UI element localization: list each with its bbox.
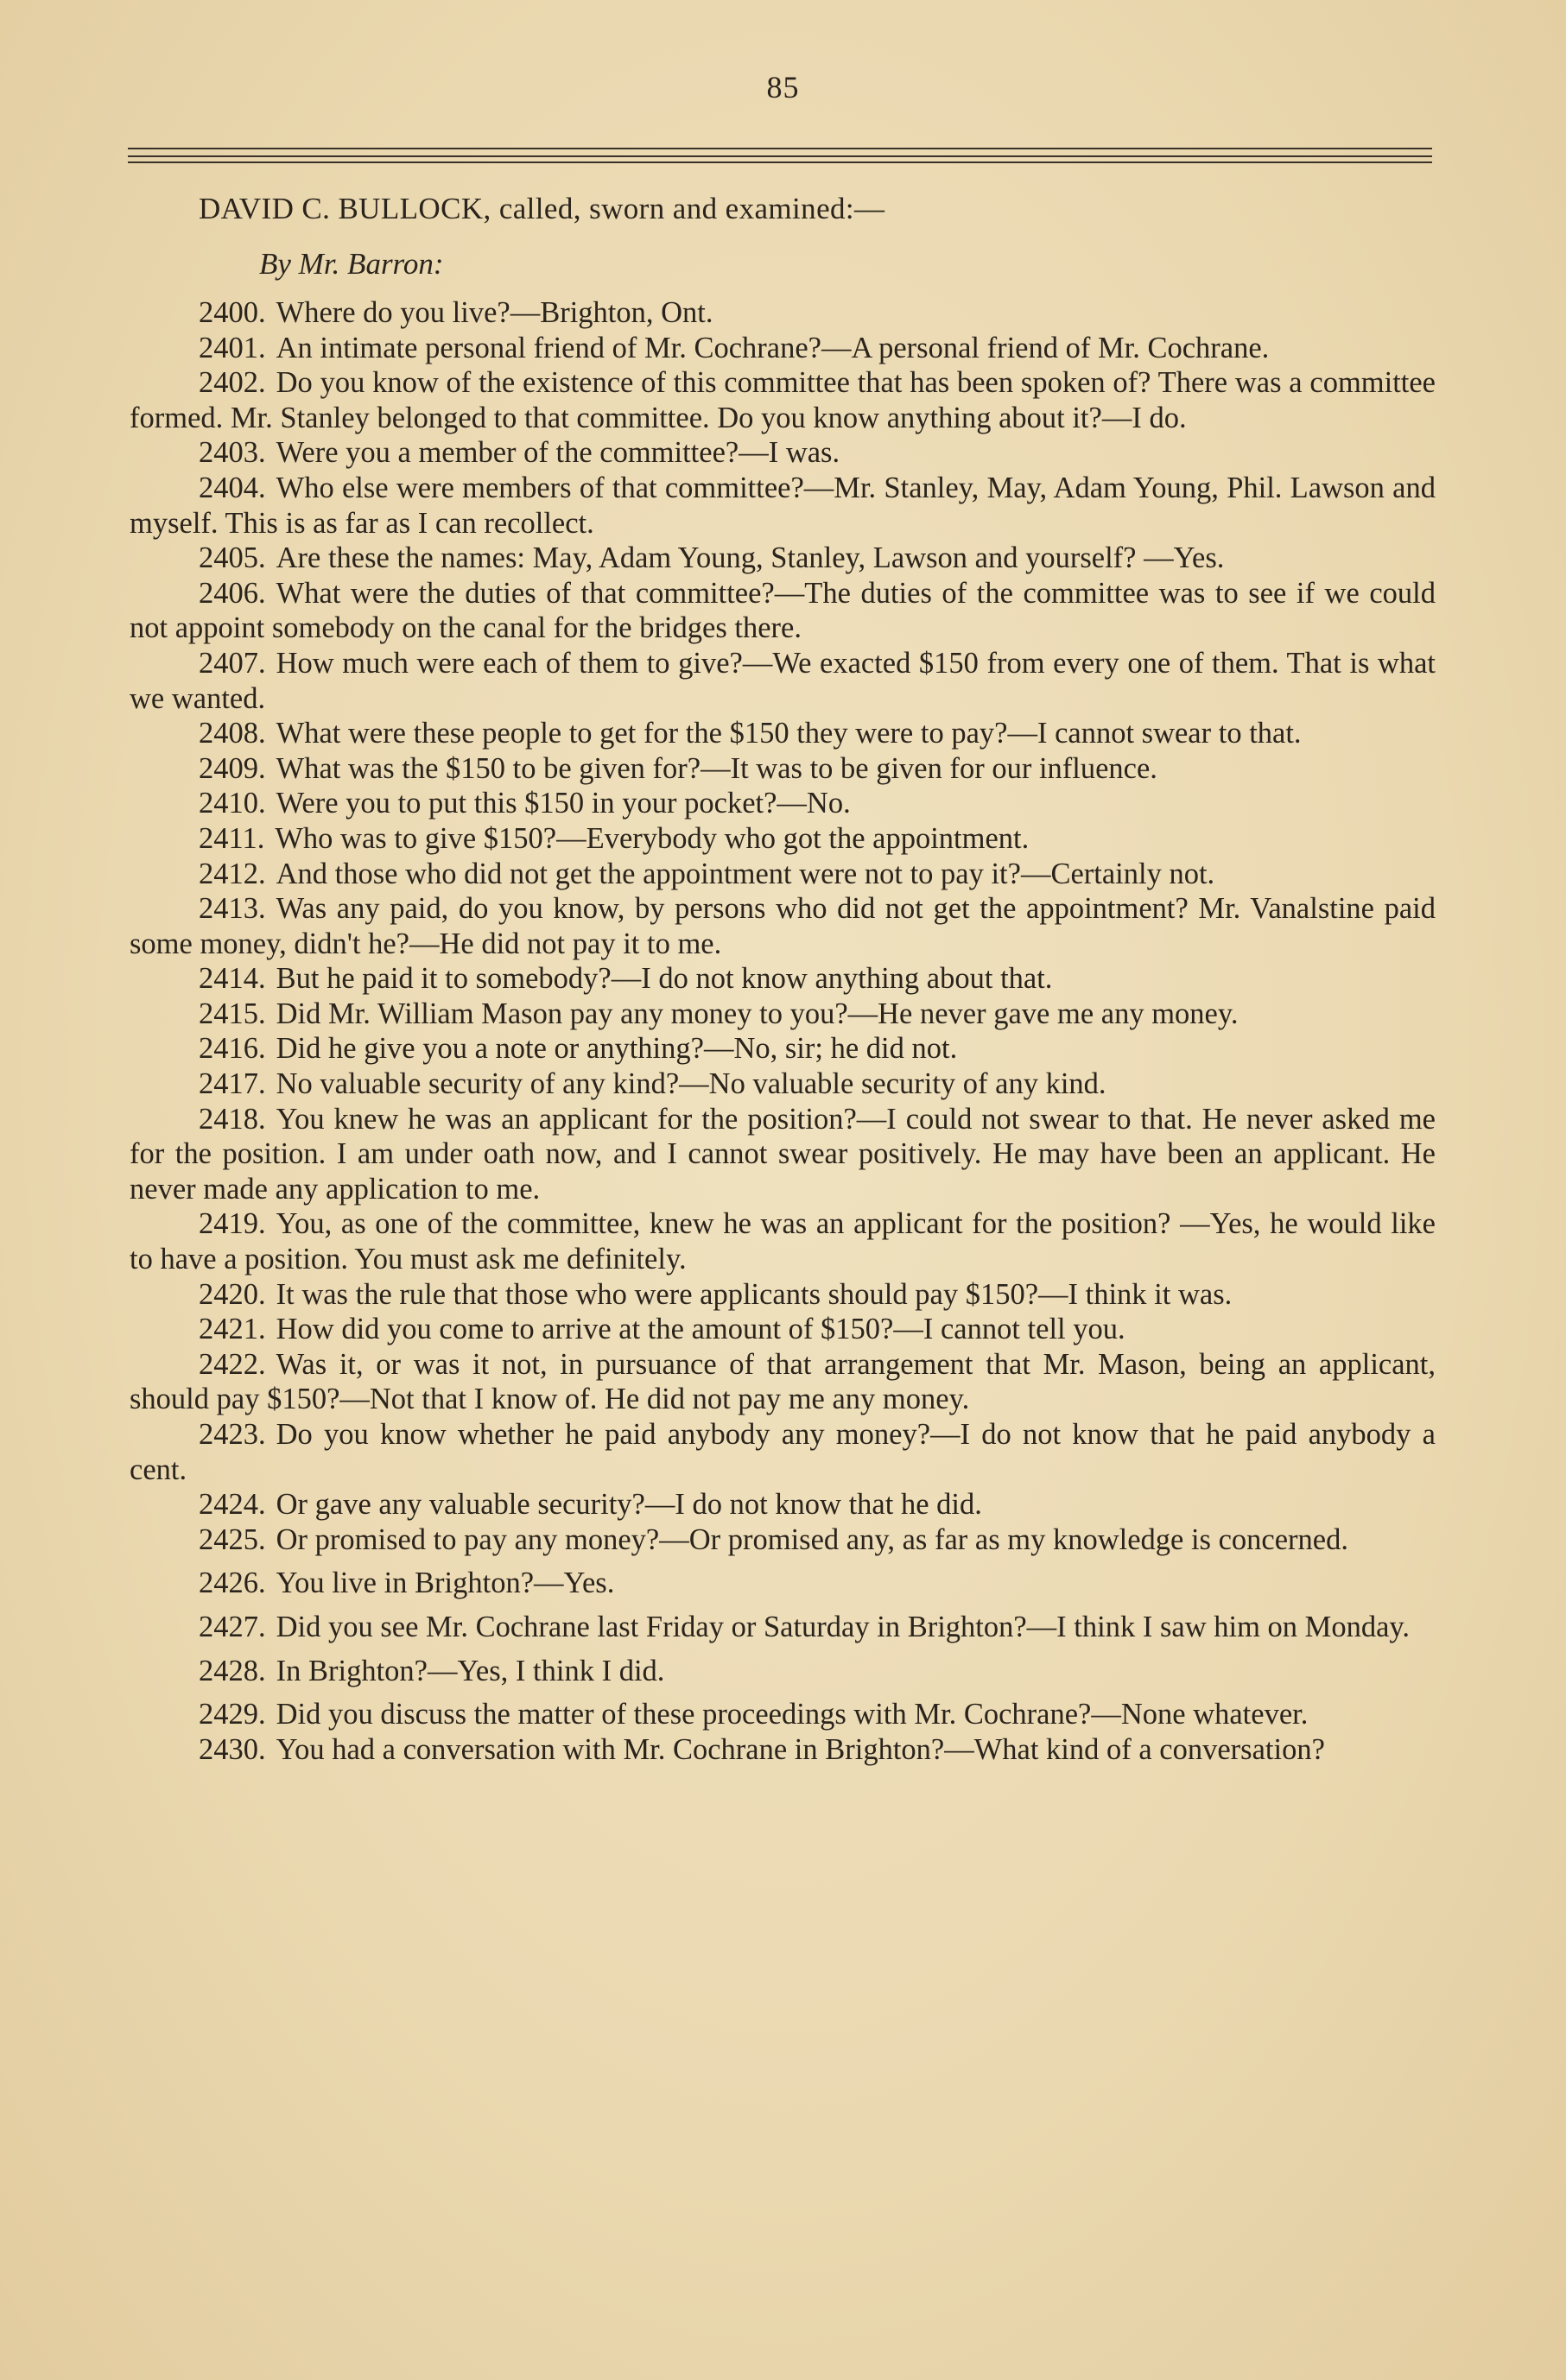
entry-number: 2406. — [199, 576, 266, 610]
entry-number: 2404. — [199, 471, 266, 504]
entry-text: How did you come to arrive at the amount of $150?—I cannot tell you. — [276, 1313, 1125, 1346]
entry-text: And those who did not get the appointment were not to pay it?—Certainly not. — [276, 857, 1215, 890]
entry-number: 2414. — [199, 962, 266, 996]
entry-number: 2408. — [199, 717, 266, 750]
entry-number: 2416. — [199, 1032, 266, 1066]
entry-text: Or gave any valuable security?—I do not know that he did. — [276, 1488, 982, 1522]
entry-number: 2417. — [199, 1067, 266, 1101]
testimony-entry — [130, 1417, 1436, 1487]
entry-number: 2422. — [199, 1347, 266, 1381]
entry-text: Are these the names: May, Adam Young, Stanley, Lawson and yourself? —Yes. — [276, 541, 1225, 575]
witness-heading: DAVID C. BULLOCK, called, sworn and examined:— — [199, 192, 885, 225]
entry-text: How much were each of them to give?—We exacted $150 from every one of them. That is what we wanted. — [130, 646, 1436, 715]
testimony-entry — [130, 1566, 1436, 1601]
testimony-entry — [130, 1654, 1436, 1689]
testimony-entry — [130, 1610, 1436, 1645]
testimony-entry — [130, 331, 1436, 366]
entry-text: Did you see Mr. Cochrane last Friday or Saturday in Brighton?—I think I saw him on Monday. — [276, 1610, 1411, 1643]
entry-number: 2401. — [199, 331, 266, 364]
testimony-entry — [130, 891, 1436, 961]
entry-number: 2409. — [199, 751, 266, 785]
header-rule — [128, 155, 1432, 157]
entry-text: Were you a member of the committee?—I was. — [276, 436, 840, 470]
entry-number: 2425. — [199, 1522, 266, 1556]
testimony-entry — [130, 1277, 1436, 1313]
entry-number: 2411. — [199, 821, 265, 855]
entry-text: Do you know whether he paid anybody any money?—I do not know that he paid anybody a cent. — [130, 1418, 1436, 1486]
entry-text: What was the $150 to be given for?—It was to be given for our influence. — [276, 751, 1157, 785]
entry-text: You had a conversation with Mr. Cochrane in Brighton?—What kind of a conversation? — [276, 1732, 1325, 1766]
entry-number: 2427. — [199, 1610, 266, 1643]
testimony-entry — [130, 716, 1436, 751]
entry-number: 2415. — [199, 997, 266, 1030]
entry-text: Do you know of the existence of this committee that has been spoken of? There was a committee formed. Mr. Stanley belonged to that committee. Do you know anything about it?—I do. — [130, 366, 1436, 434]
examiner-line: By Mr. Barron: — [259, 247, 444, 281]
entry-text: Were you to put this $150 in your pocket?—No. — [276, 787, 851, 820]
entry-number: 2403. — [199, 436, 266, 470]
testimony-entry — [130, 1067, 1436, 1102]
entry-number: 2421. — [199, 1313, 266, 1346]
testimony-entry — [130, 786, 1436, 821]
entry-text: Who else were members of that committee?—Mr. Stanley, May, Adam Young, Phil. Lawson and myself. This is as far as I can recollect. — [130, 471, 1436, 540]
entry-number: 2413. — [199, 892, 266, 926]
entry-text: You live in Brighton?—Yes. — [276, 1567, 615, 1600]
entry-number: 2412. — [199, 857, 266, 890]
entry-text: What were these people to get for the $150 they were to pay?—I cannot swear to that. — [276, 717, 1302, 750]
testimony-entry — [130, 1732, 1436, 1768]
testimony-entry — [130, 435, 1436, 471]
entry-text: In Brighton?—Yes, I think I did. — [276, 1654, 665, 1687]
testimony-entry — [130, 541, 1436, 576]
testimony-entry — [130, 751, 1436, 787]
testimony-entry — [130, 471, 1436, 541]
entry-text: Did you discuss the matter of these proceedings with Mr. Cochrane?—None whatever. — [276, 1698, 1309, 1731]
testimony-entry — [130, 576, 1436, 646]
entry-number: 2423. — [199, 1418, 266, 1451]
header-rule — [128, 161, 1432, 163]
testimony-entry — [130, 1206, 1436, 1276]
entry-text: Where do you live?—Brighton, Ont. — [276, 296, 713, 329]
entry-text: Or promised to pay any money?—Or promised any, as far as my knowledge is concerned. — [276, 1522, 1348, 1556]
entry-text: Did Mr. William Mason pay any money to you?—He never gave me any money. — [276, 997, 1239, 1030]
entry-text: Who was to give $150?—Everybody who got the appointment. — [275, 821, 1030, 855]
entry-number: 2400. — [199, 296, 266, 329]
entry-text: An intimate personal friend of Mr. Cochrane?—A personal friend of Mr. Cochrane. — [276, 331, 1270, 364]
testimony-entry — [130, 1522, 1436, 1558]
testimony-entry — [130, 1347, 1436, 1417]
entry-number: 2405. — [199, 541, 266, 575]
testimony-entry — [130, 1312, 1436, 1347]
testimony-entry — [130, 1102, 1436, 1207]
page-number: 85 — [766, 70, 800, 104]
entry-text: It was the rule that those who were applicants should pay $150?—I think it was. — [276, 1277, 1233, 1311]
entry-text: You knew he was an applicant for the position?—I could not swear to that. He never asked me for the position. I am under oath now, and I cannot swear positively. He may have been an applicant. He never made any application to me. — [130, 1102, 1436, 1206]
testimony-entry — [130, 295, 1436, 331]
testimony-entry — [130, 1031, 1436, 1067]
entry-text: Was any paid, do you know, by persons who did not get the appointment? Mr. Vanalstine paid some money, didn't he?—He did not pay it to me. — [130, 892, 1436, 960]
entry-number: 2428. — [199, 1654, 266, 1687]
entry-number: 2419. — [199, 1207, 266, 1241]
entry-text: But he paid it to somebody?—I do not know anything about that. — [276, 962, 1053, 996]
entry-text: Was it, or was it not, in pursuance of that arrangement that Mr. Mason, being an applicant, should pay $150?—Not that I know of. He did not pay me any money. — [130, 1347, 1436, 1416]
entry-number: 2429. — [199, 1698, 266, 1731]
testimony-entry — [130, 1487, 1436, 1522]
testimony-entry — [130, 646, 1436, 716]
testimony-body — [130, 188, 1436, 1767]
question-list — [130, 295, 1436, 1767]
testimony-entry — [130, 365, 1436, 435]
entry-text: Did he give you a note or anything?—No, sir; he did not. — [276, 1032, 958, 1066]
entry-number: 2430. — [199, 1732, 266, 1766]
entry-number: 2420. — [199, 1277, 266, 1311]
entry-number: 2410. — [199, 787, 266, 820]
testimony-entry — [130, 997, 1436, 1032]
testimony-entry — [130, 857, 1436, 892]
entry-text: You, as one of the committee, knew he was an applicant for the position? —Yes, he would like to have a position. You must ask me definitely. — [130, 1207, 1436, 1276]
entry-number: 2426. — [199, 1567, 266, 1600]
entry-text: What were the duties of that committee?—The duties of the committee was to see if we could not appoint somebody on the canal for the bridges there. — [130, 576, 1436, 645]
header-rule — [128, 148, 1432, 149]
testimony-entry — [130, 1697, 1436, 1732]
testimony-entry — [130, 961, 1436, 997]
entry-number: 2407. — [199, 646, 266, 680]
testimony-entry — [130, 821, 1436, 857]
entry-number: 2402. — [199, 366, 266, 400]
entry-text: No valuable security of any kind?—No valuable security of any kind. — [276, 1067, 1106, 1101]
entry-number: 2418. — [199, 1102, 266, 1136]
entry-number: 2424. — [199, 1488, 266, 1522]
